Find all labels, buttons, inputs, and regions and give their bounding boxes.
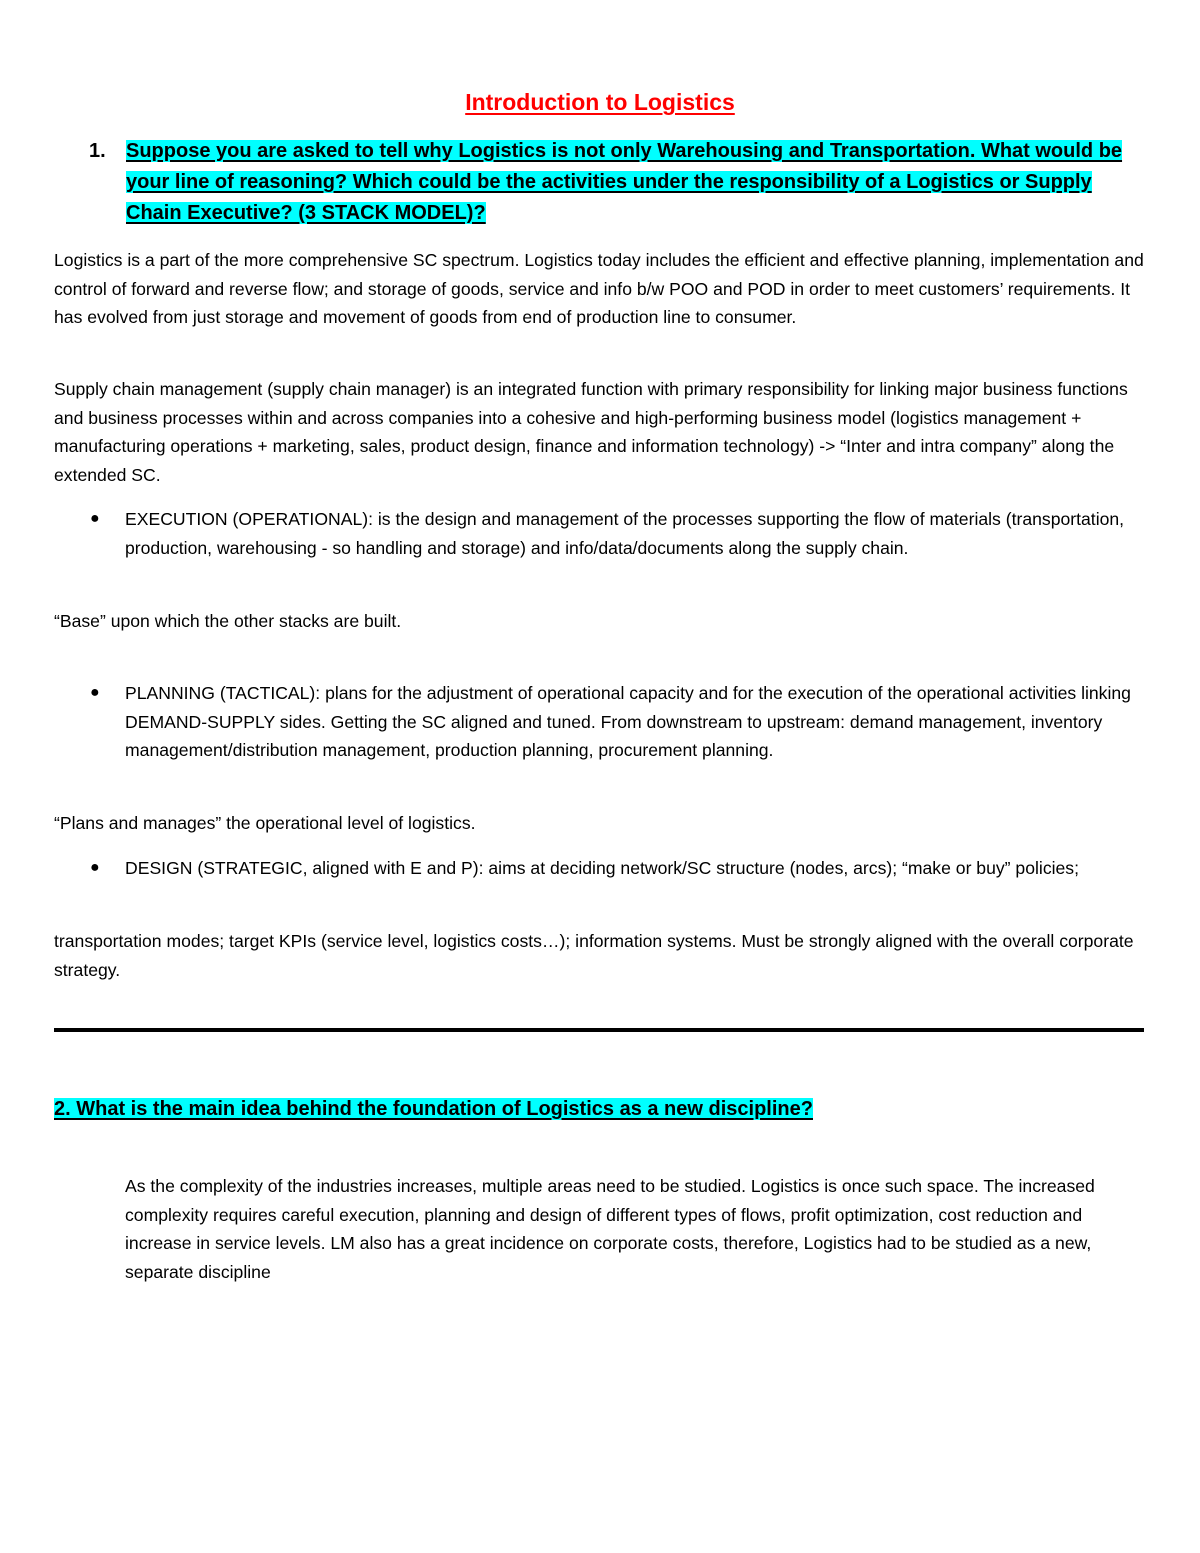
page-title-text: Introduction to Logistics xyxy=(465,89,735,115)
question-1-number: 1. xyxy=(89,140,106,162)
question-2-text: 2. What is the main idea behind the foundation of Logistics as a new discipline? xyxy=(54,1098,813,1120)
bullet-execution-text: EXECUTION (OPERATIONAL): is the design and management of the processes supporting the flow of materials (transportation, production, warehousing - so handling and storage) and info/data/documents along the supply chain. xyxy=(125,509,1125,558)
bullet-design-text: DESIGN (STRATEGIC, aligned with E and P): aims at deciding network/SC structure (nodes, arcs); “make or buy” policies; xyxy=(125,858,1079,878)
question-2 xyxy=(54,1094,1149,1125)
note-execution-base: “Base” upon which the other stacks are built. xyxy=(54,611,402,631)
question-1-text: Suppose you are asked to tell why Logistics is not only Warehousing and Transportation. What would be your line of reasoning? Which could be the activities under the responsibility of a Logistics or Supply Chain Executive? (3 STACK MODEL)? xyxy=(126,140,1123,224)
answer-2: As the complexity of the industries increases, multiple areas need to be studied. Logistics is once such space. The increased complexity requires careful execution, planning and design of different types of flows, profit optimization, cost reduction and increase in service levels. LM also has a great incidence on corporate costs, therefore, Logistics had to be studied as a new, separate discipline xyxy=(125,1176,1095,1282)
bullet-design xyxy=(54,854,1149,883)
bullet-dot-icon: ● xyxy=(90,684,100,701)
section-divider xyxy=(54,1028,1144,1032)
note-planning: “Plans and manages” the operational level of logistics. xyxy=(54,813,476,833)
paragraph-design-continued: transportation modes; target KPIs (service level, logistics costs…); information systems. Must be strongly aligned with the overall corporate strategy. xyxy=(54,931,1134,980)
bullet-execution xyxy=(54,505,1149,562)
bullet-planning-text: PLANNING (TACTICAL): plans for the adjustment of operational capacity and for the execution of the operational activities linking DEMAND-SUPPLY sides. Getting the SC aligned and tuned. From downstream to upstream: demand management, inventory management/distribution management, production planning, procurement planning. xyxy=(125,683,1131,761)
paragraph-supply-chain-management: Supply chain management (supply chain manager) is an integrated function with primary responsibility for linking major business functions and business processes within and across companies into a cohesive and high-performing business model (logistics management + manufacturing operations + marketing, sales, product design, finance and information technology) -> “Inter and intra company” along the extended SC. xyxy=(54,379,1128,485)
question-1 xyxy=(89,136,1149,229)
page-title xyxy=(0,86,1200,118)
paragraph-logistics-definition: Logistics is a part of the more comprehensive SC spectrum. Logistics today includes the efficient and effective planning, implementation and control of forward and reverse flow; and storage of goods, service and info b/w POO and POD in order to meet customers’ requirements. It has evolved from just storage and movement of goods from end of production line to consumer. xyxy=(54,250,1144,328)
bullet-dot-icon: ● xyxy=(90,859,100,876)
bullet-dot-icon: ● xyxy=(90,510,100,527)
bullet-planning xyxy=(54,679,1149,765)
